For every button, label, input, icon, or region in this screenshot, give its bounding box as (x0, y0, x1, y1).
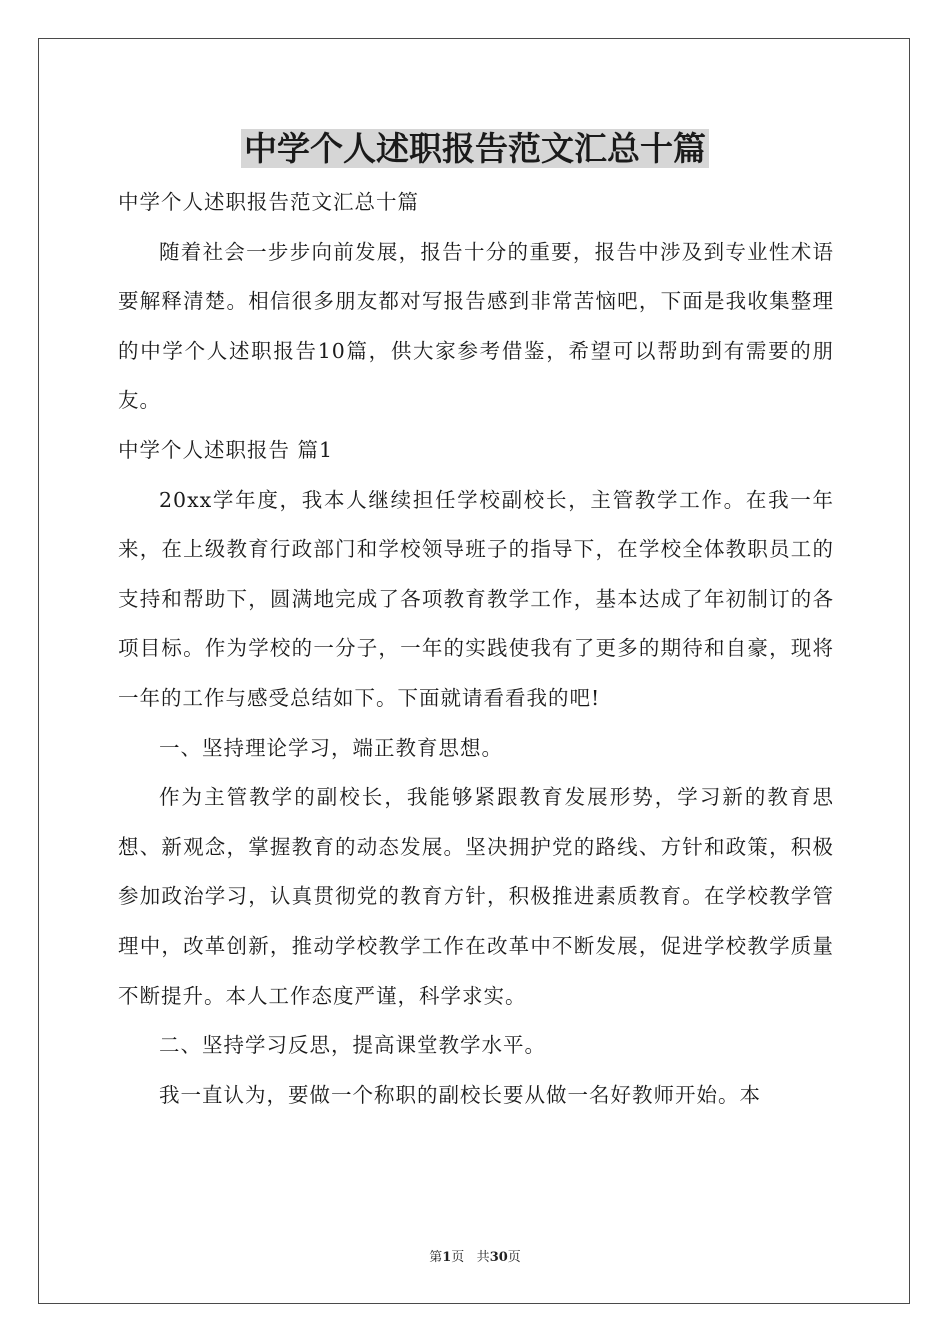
page-suffix: 页 (451, 1250, 465, 1265)
intro-paragraph: 随着社会一步步向前发展，报告十分的重要，报告中涉及到专业性术语要解释清楚。相信很多朋友都对写报告感到非常苦恼吧，下面是我收集整理的中学个人述职报告10篇，供大家参考借鉴，希望可以帮助到有需要的朋友。 (118, 239, 834, 413)
document-title (0, 124, 950, 174)
body-paragraph-1: 20xx学年度，我本人继续担任学校副校长，主管教学工作。在我一年来，在上级教育行政部门和学校领导班子的指导下，在学校全体教职员工的支持和帮助下，圆满地完成了各项教育教学工作，基本达成了年初制订的各项目标。作为学校的一分子，一年的实践使我有了更多的期待和自豪，现将一年的工作与感受总结如下。下面就请看看我的吧! (118, 487, 834, 710)
page-prefix: 第 (429, 1250, 443, 1265)
point-heading-1: 一、坚持理论学习，端正教育思想。 (159, 735, 503, 760)
document-body (118, 178, 834, 1120)
document-title-text: 中学个人述职报告范文汇总十篇 (241, 129, 709, 168)
body-paragraph-2: 作为主管教学的副校长，我能够紧跟教育发展形势，学习新的教育思想、新观念，掌握教育的动态发展。坚决拥护党的路线、方针和政策，积极参加政治学习，认真贯彻党的教育方针，积极推进素质教育。在学校教学管理中，改革创新，推动学校教学工作在改革中不断发展，促进学校教学质量不断提升。本人工作态度严谨，科学求实。 (118, 785, 834, 1008)
total-pages: 30 (489, 1250, 508, 1265)
section-heading: 中学个人述职报告 篇1 (118, 437, 334, 462)
body-paragraph-3: 我一直认为，要做一个称职的副校长要从做一名好教师开始。本 (159, 1082, 761, 1107)
document-subtitle: 中学个人述职报告范文汇总十篇 (118, 190, 419, 214)
point-heading-2: 二、坚持学习反思，提高课堂教学水平。 (159, 1033, 546, 1058)
total-prefix: 共 (476, 1250, 490, 1265)
page-number: 1 (442, 1250, 452, 1265)
page-footer (0, 1246, 950, 1265)
total-suffix: 页 (507, 1250, 521, 1265)
